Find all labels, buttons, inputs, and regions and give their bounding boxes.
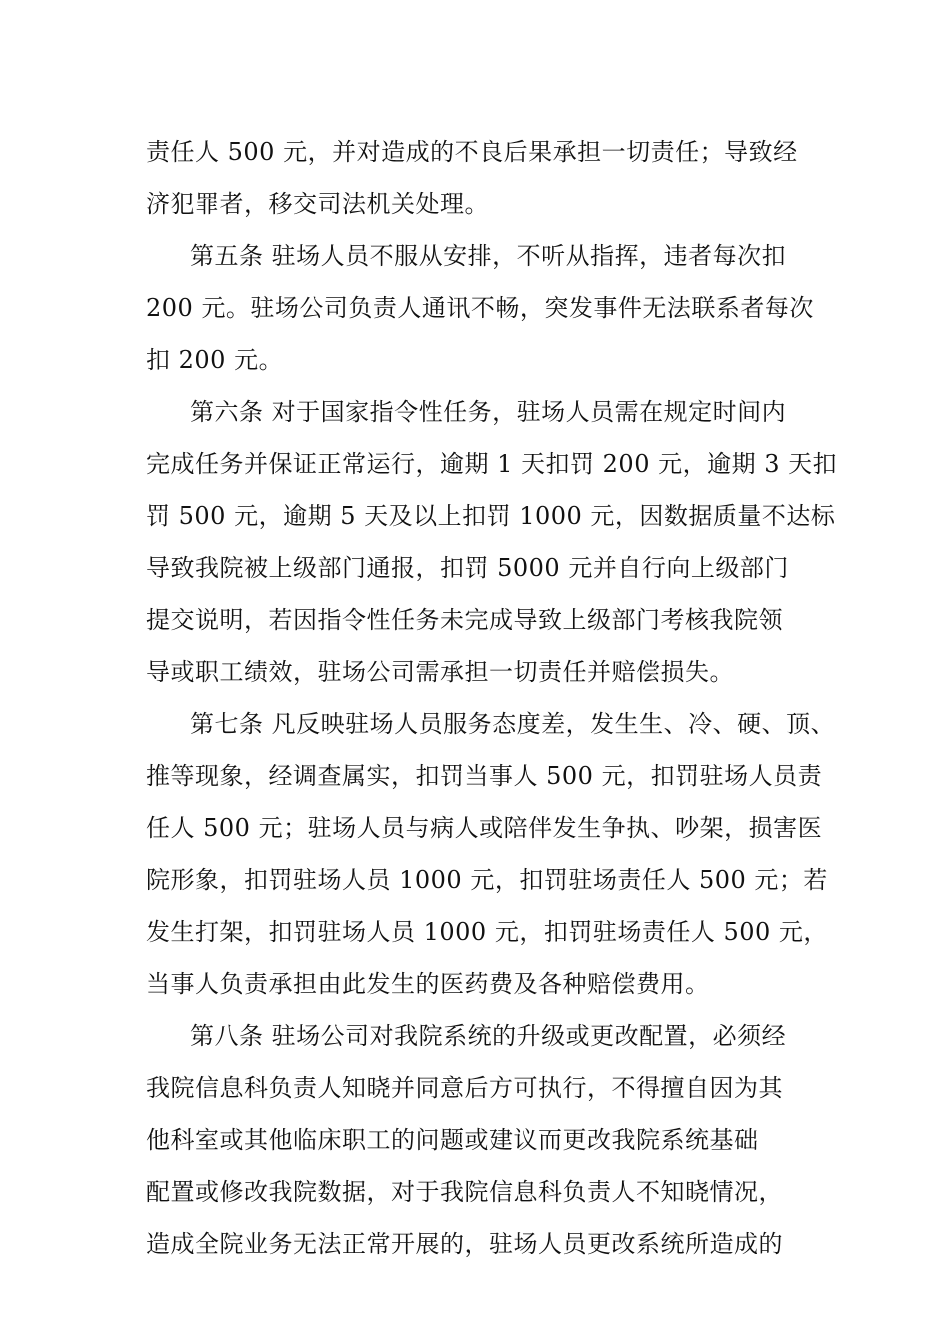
article-5-line: 第五条 驻场人员不服从安排，不听从指挥，违者每次扣 bbox=[190, 242, 787, 270]
text-line: 200 元。驻场公司负责人通讯不畅，突发事件无法联系者每次 bbox=[146, 294, 814, 322]
text-line: 提交说明，若因指令性任务未完成导致上级部门考核我院领 bbox=[146, 606, 783, 634]
article-6-line: 第六条 对于国家指令性任务，驻场人员需在规定时间内 bbox=[190, 398, 787, 426]
text-line: 造成全院业务无法正常开展的，驻场人员更改系统所造成的 bbox=[146, 1230, 783, 1258]
text-line: 导或职工绩效，驻场公司需承担一切责任并赔偿损失。 bbox=[146, 658, 734, 686]
text-line: 扣 200 元。 bbox=[146, 346, 284, 374]
article-7-line: 第七条 凡反映驻场人员服务态度差，发生生、冷、硬、顶、 bbox=[190, 710, 836, 738]
text-line: 院形象，扣罚驻场人员 1000 元，扣罚驻场责任人 500 元；若 bbox=[146, 866, 828, 894]
text-line: 导致我院被上级部门通报，扣罚 5000 元并自行向上级部门 bbox=[146, 554, 789, 582]
text-line: 责任人 500 元，并对造成的不良后果承担一切责任；导致经 bbox=[146, 138, 798, 166]
text-line: 推等现象，经调查属实，扣罚当事人 500 元，扣罚驻场人员责 bbox=[146, 762, 823, 790]
text-line: 配置或修改我院数据，对于我院信息科负责人不知晓情况， bbox=[146, 1178, 783, 1206]
text-line: 我院信息科负责人知晓并同意后方可执行，不得擅自因为其 bbox=[146, 1074, 783, 1102]
text-line: 发生打架，扣罚驻场人员 1000 元，扣罚驻场责任人 500 元， bbox=[146, 918, 828, 946]
text-line: 任人 500 元；驻场人员与病人或陪伴发生争执、吵架，损害医 bbox=[146, 814, 823, 842]
text-line: 完成任务并保证正常运行，逾期 1 天扣罚 200 元，逾期 3 天扣 bbox=[146, 450, 838, 478]
article-8-line: 第八条 驻场公司对我院系统的升级或更改配置，必须经 bbox=[190, 1022, 787, 1050]
text-line: 罚 500 元，逾期 5 天及以上扣罚 1000 元，因数据质量不达标 bbox=[146, 502, 836, 530]
text-line: 济犯罪者，移交司法机关处理。 bbox=[146, 190, 489, 218]
document-body bbox=[146, 126, 836, 1270]
text-line: 当事人负责承担由此发生的医药费及各种赔偿费用。 bbox=[146, 970, 710, 998]
text-line: 他科室或其他临床职工的问题或建议而更改我院系统基础 bbox=[146, 1126, 759, 1154]
